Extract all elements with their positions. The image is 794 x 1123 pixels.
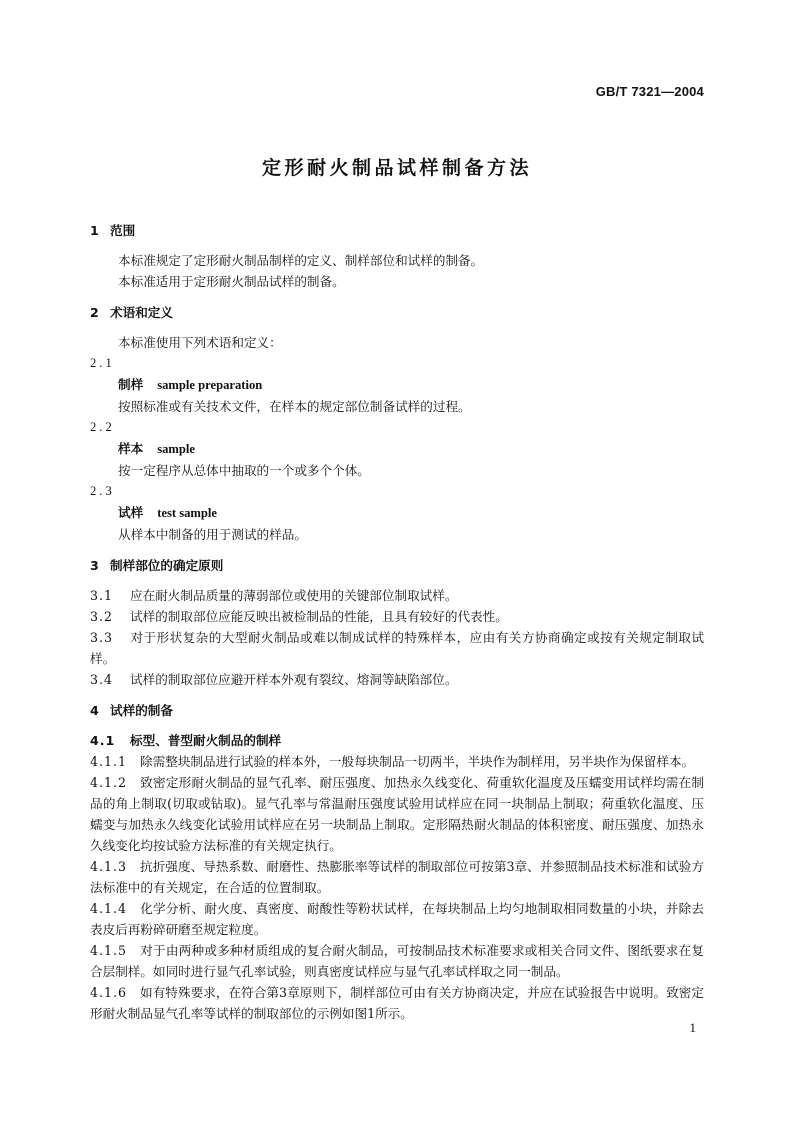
clause-paragraph: 3.2 试样的制取部位应能反映出被检制品的性能，且具有较好的代表性。 [90,609,508,624]
term-entry: 试样 test sample [118,505,217,520]
term-definition: 按照标准或有关技术文件，在样本的规定部位制备试样的过程。 [118,399,471,414]
page-number: 1 [689,1020,696,1035]
term-entry: 制样 sample preparation [118,377,263,392]
section-2-heading: 2 术语和定义 [90,305,173,320]
document-body [90,213,704,1024]
section-4-heading: 4 试样的制备 [90,703,173,718]
term-number: 2.1 [90,356,115,370]
standard-code: GB/T 7321—2004 [595,84,704,99]
term-entry: 样本 sample [118,441,195,456]
subsection-4-1-heading: 4.1 标型、普型耐火制品的制样 [90,733,282,748]
clause-paragraph: 4.1.5 对于由两种或多种材质组成的复合耐火制品，可按制品技术标准要求或相关合同文件、图纸要求在复合层制样。如同时进行显气孔率试验，则真密度试样应与显气孔率试样取之同一制品。 [90,943,704,979]
clause-paragraph: 4.1.2 致密定形耐火制品的显气孔率、耐压强度、加热永久线变化、荷重软化温度及压蠕变用试样均需在制品的角上制取(切取或钻取)。显气孔率与常温耐压强度试验用试样应在同一块制品上制取；荷重软化温度、压蠕变与加热永久线变化试验用试样应在另一块制品上制取。定形隔热耐火制品的体积密度、耐压强度、加热永久线变化均按试验方法标准的有关规定执行。 [90,775,704,853]
section-1-paragraph: 本标准规定了定形耐火制品制样的定义、制样部位和试样的制备。 [118,253,484,268]
clause-paragraph: 4.1.6 如有特殊要求，在符合第3章原则下，制样部位可由有关方协商决定，并应在试验报告中说明。致密定形耐火制品显气孔率等试样的制取部位的示例如图1所示。 [90,985,704,1021]
clause-paragraph: 4.1.4 化学分析、耐火度、真密度、耐酸性等粉状试样，在每块制品上均匀地制取相同数量的小块，并除去表皮后再粉碎研磨至规定粒度。 [90,901,704,937]
section-1-heading: 1 范围 [90,223,136,238]
clause-paragraph: 4.1.1 除需整块制品进行试验的样本外，一般每块制品一切两半，半块作为制样用，另半块作为保留样本。 [90,754,695,769]
term-number: 2.3 [90,484,115,498]
clause-paragraph: 3.3 对于形状复杂的大型耐火制品或难以制成试样的特殊样本，应由有关方协商确定或按有关规定制取试样。 [90,630,704,666]
section-3-heading: 3 制样部位的确定原则 [90,558,224,573]
term-definition: 按一定程序从总体中抽取的一个或多个个体。 [118,463,370,478]
clause-paragraph: 3.1 应在耐火制品质量的薄弱部位或使用的关键部位制取试样。 [90,588,458,603]
page-title: 定形耐火制品试样制备方法 [261,157,532,179]
clause-paragraph: 3.4 试样的制取部位应避开样本外观有裂纹、熔洞等缺陷部位。 [90,672,458,687]
section-1-paragraph: 本标准适用于定形耐火制品试样的制备。 [118,274,345,289]
term-number: 2.2 [90,420,115,434]
section-2-intro: 本标准使用下列术语和定义： [118,335,282,350]
term-definition: 从样本中制备的用于测试的样品。 [118,527,307,542]
clause-paragraph: 4.1.3 抗折强度、导热系数、耐磨性、热膨胀率等试样的制取部位可按第3章、并参照制品技术标准和试验方法标准中的有关规定，在合适的位置制取。 [90,859,704,895]
